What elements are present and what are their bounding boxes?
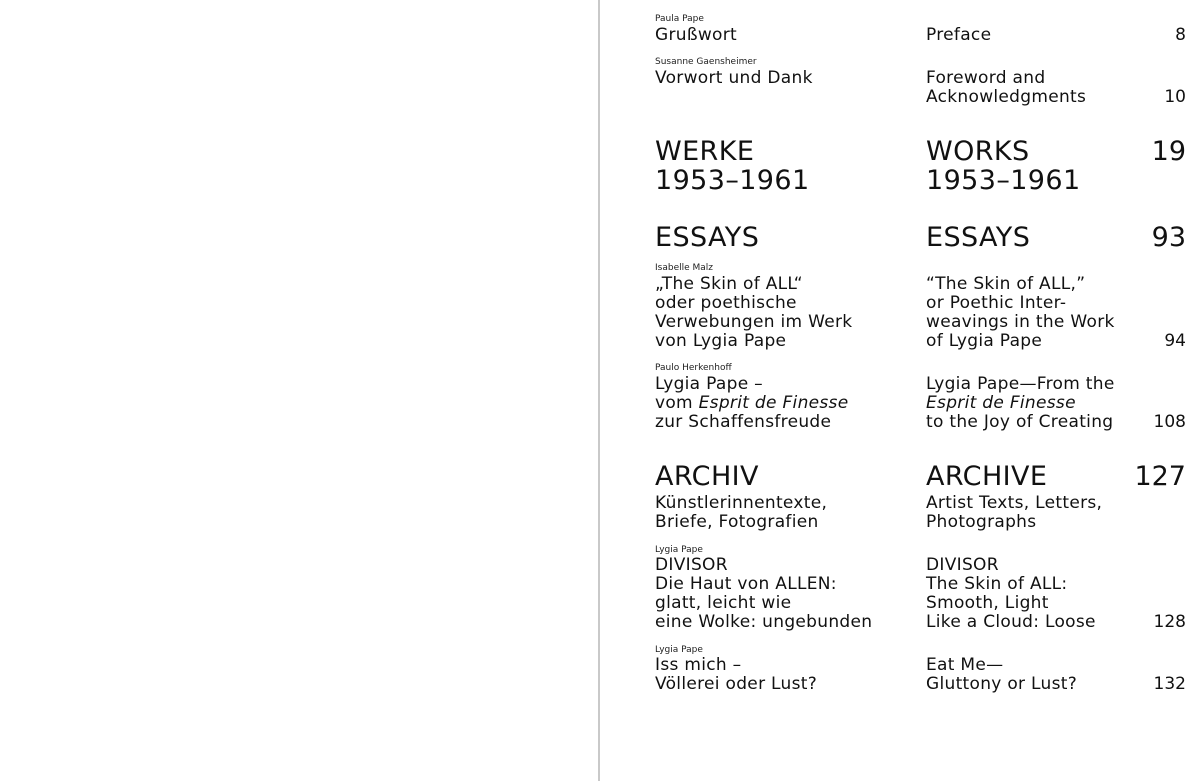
- toc-title-de-line: Lygia Pape –: [655, 374, 763, 394]
- section-heading-de: WERKE: [655, 136, 755, 167]
- toc-title-de-text: vom: [655, 393, 699, 413]
- section-subtitle-de: Briefe, Fotografien: [655, 512, 819, 532]
- toc-title-de-italic: Esprit de Finesse: [698, 393, 849, 413]
- section-heading-en: ESSAYS: [926, 222, 1031, 253]
- toc-title-en-line: Lygia Pape—From the: [926, 374, 1115, 394]
- toc-title-en-line: to the Joy of Creating: [926, 412, 1114, 432]
- author-label: Paula Pape: [655, 14, 704, 24]
- toc-title-de-line: Völlerei oder Lust?: [655, 674, 818, 694]
- toc-title-de-line: eine Wolke: ungebunden: [655, 612, 873, 632]
- toc-title-en-line: “The Skin of ALL,”: [926, 274, 1086, 294]
- toc-title-de-line: glatt, leicht wie: [655, 593, 792, 613]
- section-page-number: 127: [1134, 461, 1186, 492]
- toc-title-de: Vorwort und Dank: [655, 68, 813, 88]
- section-page-number: 93: [1151, 222, 1186, 253]
- toc-title-en-italic: Esprit de Finesse: [926, 393, 1076, 413]
- section-heading-de: ARCHIV: [655, 461, 759, 492]
- section-heading-en: WORKS: [926, 136, 1030, 167]
- toc-title-en-line: [926, 394, 1076, 413]
- toc-title-de-line: Iss mich –: [655, 655, 742, 675]
- toc-title-en-line2: Acknowledgments: [926, 87, 1087, 107]
- toc-title-de-line: Die Haut von ALLEN:: [655, 574, 837, 594]
- section-subtitle-en: Artist Texts, Letters,: [926, 493, 1103, 513]
- left-page-blank: [0, 0, 598, 781]
- toc-title-de-line: oder poethische: [655, 293, 797, 313]
- page-number: 94: [1164, 331, 1186, 351]
- page-number: 108: [1153, 412, 1186, 432]
- author-label: Lygia Pape: [655, 645, 703, 655]
- page-number: 8: [1175, 25, 1186, 45]
- toc-title-en: Preface: [926, 25, 992, 45]
- toc-title-en-line: Like a Cloud: Loose: [926, 612, 1096, 632]
- author-label: Lygia Pape: [655, 545, 703, 555]
- page-number: 132: [1153, 674, 1186, 694]
- section-page-number: 19: [1151, 136, 1186, 167]
- section-heading-en: ARCHIVE: [926, 461, 1048, 492]
- page-number: 128: [1153, 612, 1186, 632]
- section-heading-en-years: 1953–1961: [926, 165, 1081, 196]
- author-label: Susanne Gaensheimer: [655, 57, 757, 67]
- toc-title-de-line: [655, 394, 848, 413]
- section-heading-de-years: 1953–1961: [655, 165, 810, 196]
- toc-title-en-line: Smooth, Light: [926, 593, 1049, 613]
- toc-title-en-line: DIVISOR: [926, 555, 999, 575]
- toc-title-de-line: zur Schaffensfreude: [655, 412, 832, 432]
- toc-title-en-line: of Lygia Pape: [926, 331, 1043, 351]
- toc-title-de-line: Verwebungen im Werk: [655, 312, 853, 332]
- section-subtitle-de: Künstlerinnentexte,: [655, 493, 828, 513]
- toc-title-en-line: Gluttony or Lust?: [926, 674, 1078, 694]
- toc-title-en-line: The Skin of ALL:: [926, 574, 1068, 594]
- toc-title-en-line: weavings in the Work: [926, 312, 1115, 332]
- section-subtitle-en: Photographs: [926, 512, 1037, 532]
- page-number: 10: [1164, 87, 1186, 107]
- toc-title-en-line: Eat Me—: [926, 655, 1004, 675]
- author-label: Paulo Herkenhoff: [655, 363, 732, 373]
- toc-title-de-line: „The Skin of ALL“: [655, 274, 803, 294]
- toc-title-de: Grußwort: [655, 25, 738, 45]
- toc-title-de-line: von Lygia Pape: [655, 331, 787, 351]
- section-heading-de: ESSAYS: [655, 222, 760, 253]
- toc-title-en-line: or Poethic Inter-: [926, 293, 1067, 313]
- toc-title-en-line1: Foreword and: [926, 68, 1046, 88]
- toc-title-de-line: DIVISOR: [655, 555, 728, 575]
- author-label: Isabelle Malz: [655, 263, 714, 273]
